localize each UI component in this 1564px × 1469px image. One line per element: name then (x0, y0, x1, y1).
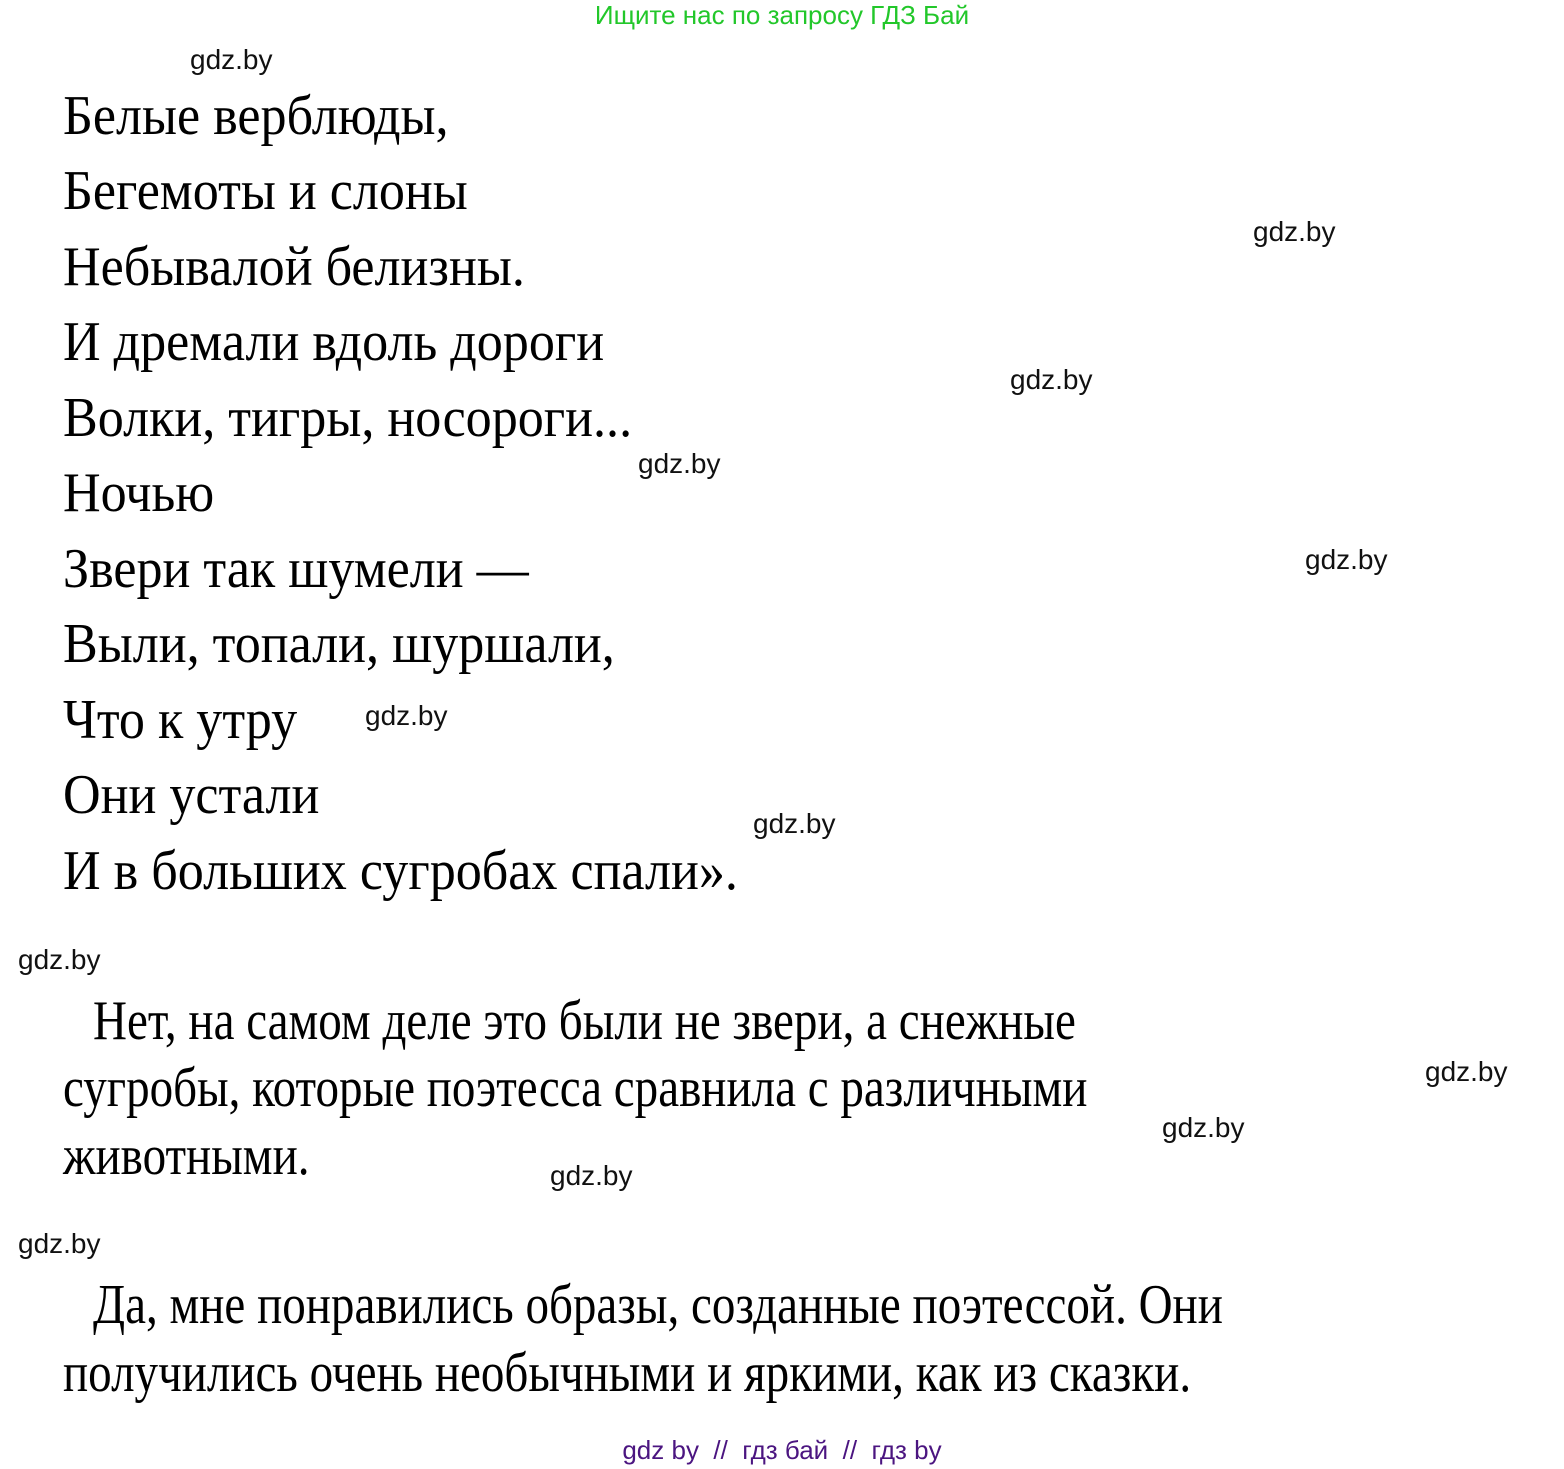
watermark: gdz.by (1253, 216, 1336, 247)
watermark: gdz.by (1010, 364, 1093, 395)
watermark: gdz.by (365, 700, 448, 731)
poem-line: Что к утру (63, 689, 298, 751)
paragraph-line: животными. (63, 1125, 310, 1187)
poem-line: И в больших сугробах спали». (63, 840, 738, 902)
watermark: gdz.by (1162, 1112, 1245, 1143)
watermark: gdz.by (550, 1160, 633, 1191)
poem-line: Белые верблюды, (63, 85, 449, 147)
paragraph-line: сугробы, которые поэтесса сравнила с различными (63, 1057, 1088, 1119)
poem-line: И дремали вдоль дороги (63, 311, 605, 373)
watermark: gdz.by (753, 808, 836, 839)
poem-line: Они устали (63, 764, 320, 826)
poem-line: Волки, тигры, носороги... (63, 387, 633, 449)
poem-line: Выли, топали, шуршали, (63, 613, 615, 675)
poem-line: Ночью (63, 462, 215, 524)
poem-line: Небывалой белизны. (63, 236, 525, 298)
paragraph-line: получились очень необычными и яркими, как из сказки. (63, 1342, 1192, 1404)
watermark: gdz.by (18, 1228, 101, 1259)
search-hint-banner: Ищите нас по запросу ГДЗ Бай (594, 0, 970, 30)
poem-line: Звери так шумели — (63, 538, 529, 600)
poem-line: Бегемоты и слоны (63, 160, 468, 222)
footer-watermark: gdz by // гдз бай // гдз by (622, 1435, 942, 1465)
watermark: gdz.by (1425, 1056, 1508, 1087)
paragraph-line: Да, мне понравились образы, созданные поэтессой. Они (93, 1274, 1223, 1336)
watermark: gdz.by (190, 44, 273, 75)
watermark: gdz.by (18, 944, 101, 975)
paragraph-line: Нет, на самом деле это были не звери, а снежные (93, 990, 1076, 1052)
watermark: gdz.by (638, 448, 721, 479)
watermark: gdz.by (1305, 544, 1388, 575)
